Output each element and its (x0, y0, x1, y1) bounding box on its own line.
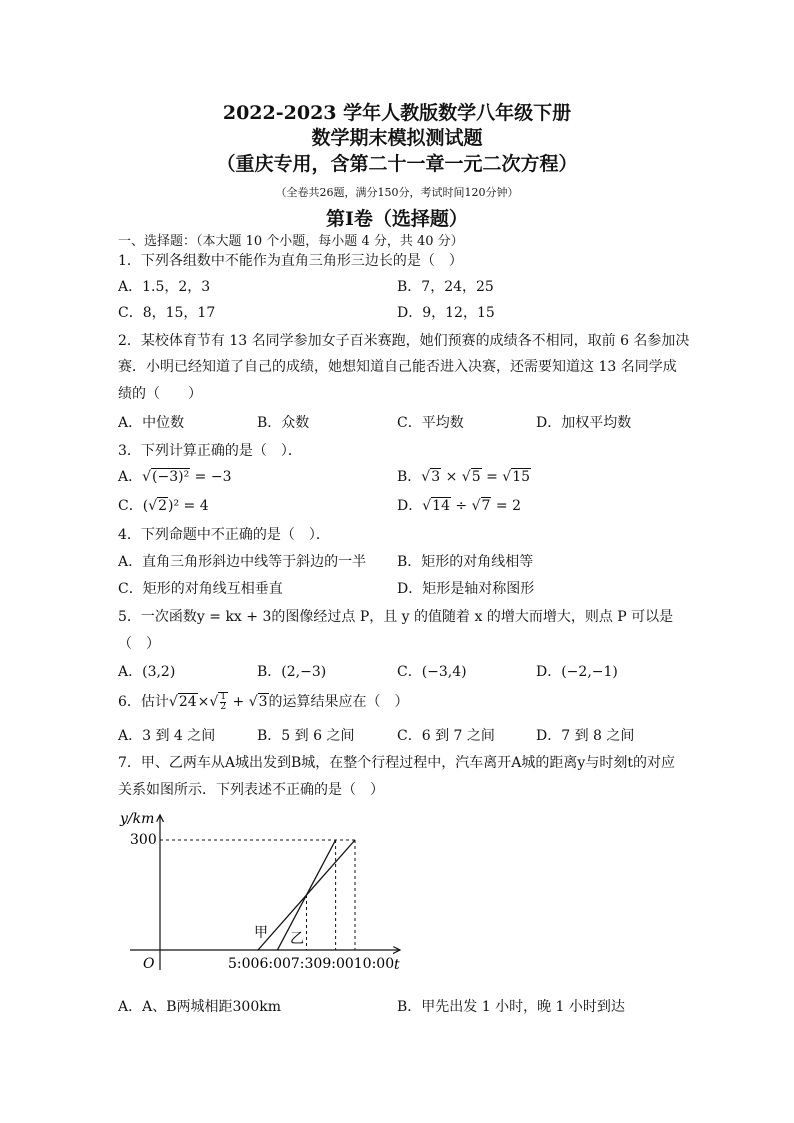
q2-line-1: 2．某校体育节有 13 名同学参加女子百米赛跑，她们预赛的成绩各不相同，取前 6 名参加决 (118, 333, 690, 349)
distance-time-chart (110, 805, 420, 985)
q3-option-c: C．(√2)² = 4 (118, 498, 209, 514)
q1-stem: 1．下列各组数中不能作为直角三角形三边长的是（ ） (118, 253, 463, 269)
q2-line-3: 绩的（ ） (118, 386, 202, 402)
q2-line-2: 赛．小明已经知道了自己的成绩，她想知道自己能否进入决赛，还需要知道这 13 名同学成 (118, 359, 677, 375)
y-axis-label: y/km (120, 811, 155, 827)
q4-option-b: B．矩形的对角线相等 (397, 554, 534, 570)
y-tick-300: 300 (130, 832, 157, 848)
exam-note: （全卷共26题，满分150分，考试时间120分钟） (275, 186, 519, 199)
q3-stem: 3．下列计算正确的是（ ）． (118, 443, 302, 459)
q1-option-b: B．7，24，25 (397, 279, 494, 295)
q1-option-c: C．8，15，17 (118, 305, 216, 321)
q6-option-a: A．3 到 4 之间 (118, 728, 216, 744)
q3-option-d: D．√14 ÷ √7 = 2 (397, 498, 522, 514)
q5-option-a: A．(3,2) (118, 664, 176, 680)
series-label-yi: 乙 (290, 931, 304, 947)
q3-option-a: A．√(−3)² = −3 (118, 469, 232, 485)
q1-option-a: A．1.5，2，3 (118, 279, 211, 295)
series-label-jia: 甲 (254, 925, 268, 941)
q4-option-c: C．矩形的对角线互相垂直 (118, 581, 283, 597)
q4-option-a: A．直角三角形斜边中线等于斜边的一半 (118, 554, 367, 570)
q7-option-a: A．A、B两城相距300km (118, 999, 281, 1015)
q2-option-c: C．平均数 (397, 415, 464, 431)
section-title: 第Ⅰ卷（选择题） (326, 208, 468, 230)
q2-option-b: B．众数 (257, 415, 310, 431)
q6-option-d: D．7 到 8 之间 (536, 728, 635, 744)
q2-option-a: A．中位数 (118, 415, 185, 431)
title-line-3: （重庆专用，含第二十一章一元二次方程） (216, 153, 578, 175)
q7-option-b: B．甲先出发 1 小时，晚 1 小时到达 (397, 999, 625, 1015)
part-heading: 一、选择题：（本大题 10 个小题，每小题 4 分，共 40 分） (118, 234, 464, 249)
q6-option-c: C．6 到 7 之间 (397, 728, 495, 744)
x-axis-label: t (394, 957, 400, 973)
q7-line-2: 关系如图所示．下列表述不正确的是（ ） (118, 782, 384, 798)
q7-line-1: 7．甲、乙两车从A城出发到B城，在整个行程过程中，汽车离开A城的距离y与时刻t的对应 (118, 755, 675, 771)
q3-option-b: B．√3 × √5 = √15 (397, 469, 531, 485)
q4-option-d: D．矩形是轴对称图形 (397, 581, 535, 597)
q4-stem: 4．下列命题中不正确的是（ ）． (118, 527, 330, 543)
q5-option-c: C．(−3,4) (397, 664, 467, 680)
q6-stem: 6．估计√24×√ $\frac{1}{2}$ + √3的运算结果应在（ ） (118, 692, 409, 712)
x-tick-labels: 5:006:007:309:0010:00 (228, 956, 395, 972)
q5-option-b: B．(2,−3) (257, 664, 327, 680)
q5-option-d: D．(−2,−1) (536, 664, 618, 680)
q5-paren: （ ） (118, 636, 160, 652)
title-line-1: 2022-2023 学年人教版数学八年级下册 (222, 102, 572, 124)
q6-option-b: B．5 到 6 之间 (257, 728, 355, 744)
origin-label: O (143, 956, 155, 972)
q2-option-d: D．加权平均数 (536, 415, 632, 431)
q1-option-d: D．9，12，15 (397, 305, 495, 321)
title-line-2: 数学期末模拟测试题 (311, 127, 483, 149)
q5-stem: 5．一次函数y = kx + 3的图像经过点 P，且 y 的值随着 x 的增大而增大，则点 P 可以是 (118, 609, 674, 625)
